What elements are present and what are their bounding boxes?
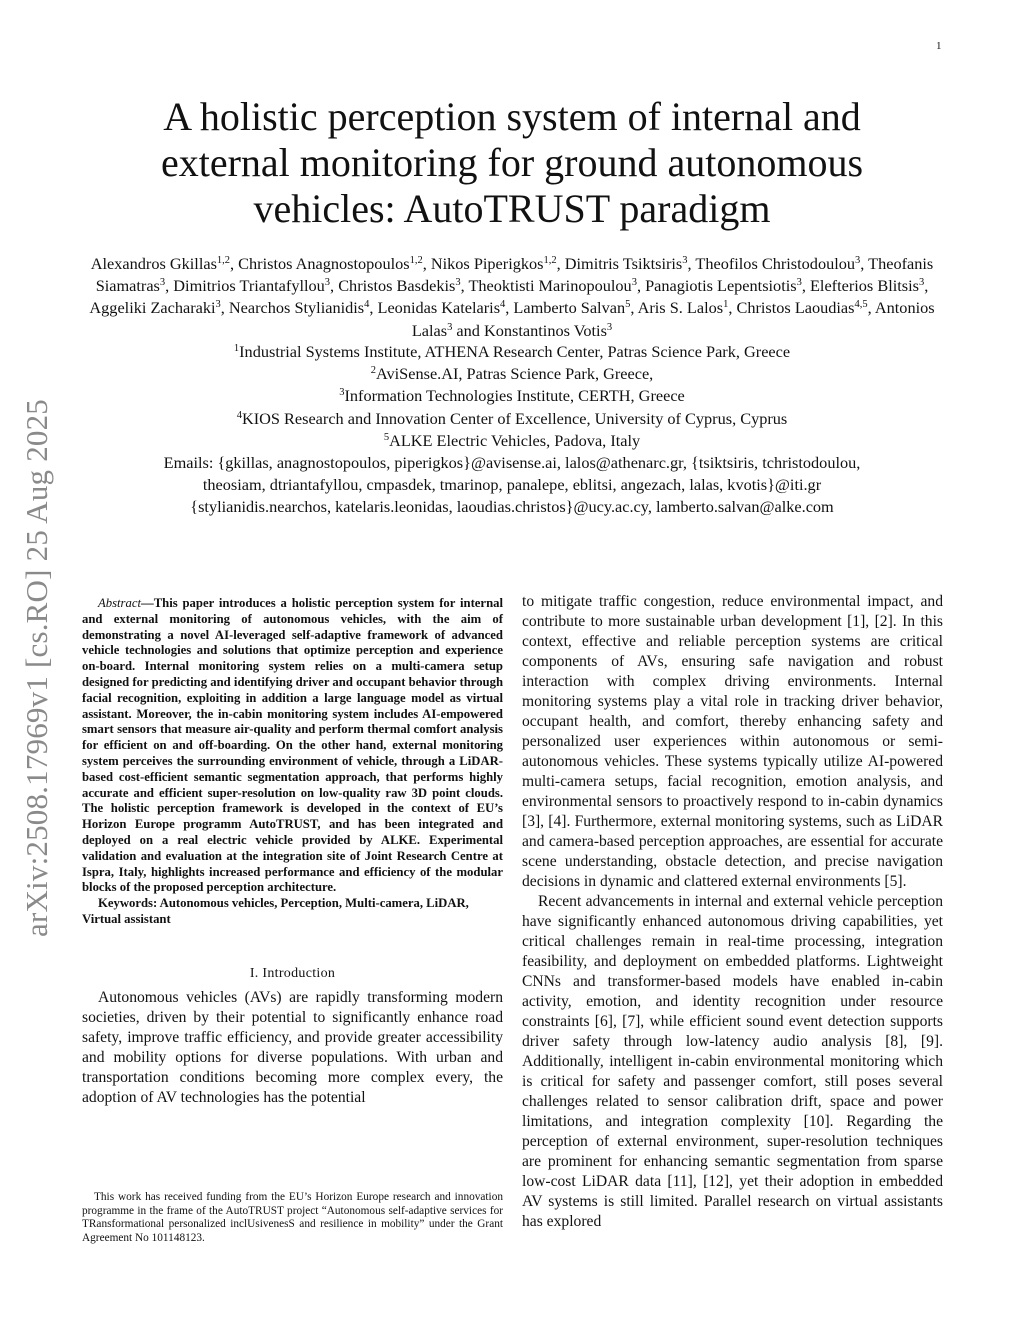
author-affiliation-mark: 3 — [918, 277, 925, 289]
author: Christos Basdekis$^3$ — [338, 276, 461, 296]
author: Panagiotis Lepentsiotis$^3$ — [645, 276, 802, 296]
affiliations — [70, 341, 954, 519]
paper-title: A holistic perception system of internal and external monitoring for ground autonomous vehicles: AutoTRUST paradigm — [160, 94, 864, 231]
affiliation-number: 1 — [233, 343, 240, 354]
affiliation-text: Information Technologies Institute, CERTH, Greece — [344, 386, 685, 406]
author: Nikos Piperigkos$^{1,2}$ — [430, 254, 557, 273]
right-column — [522, 592, 943, 1232]
author-affiliation-mark: 3 — [796, 277, 802, 289]
author: Theoktisti Marinopoulou$^3$ — [468, 276, 637, 296]
affiliation-text: Industrial Systems Institute, ATHENA Research Center, Patras Science Park, Greece — [239, 342, 791, 361]
email-line: theosiam, dtriantafyllou, cmpasdek, tmarinop, panalepe, eblitsi, angezach, lalas, kvotis}@iti.gr — [202, 475, 822, 495]
keywords: Keywords: Autonomous vehicles, Perception, Multi-camera, LiDAR, Virtual assistant — [82, 896, 469, 926]
section-heading: I. Introduction — [249, 965, 336, 981]
body-paragraph: Recent advancements in internal and external vehicle perception have significantly enhanced autonomous driving capabilities, yet critical challenges remain in real-time processing, integration feasibility, and deployment on embedded platforms. Lightweight CNNs and transformer-based models have enabled in-cabin activity, emotion, and identity recognition under resource constraints [6], [7], while efficient sound event detection supports driver safety through low-latency audio analysis [8], [9]. Additionally, intelligent in-cabin environmental monitoring which is critical for safety and passenger comfort, still poses several challenges related to sensor calibration drift, space and power limitations, and integration complexity [10]. Regarding the perception of external environment, super-resolution techniques are prominent for enhancing semantic segmentation from sparse low-cost LiDAR data [11], [12], yet their adoption in embedded AV systems is still limited. Parallel research on virtual assistants has explored — [522, 893, 943, 1230]
author-affiliation-mark: 5 — [625, 299, 631, 311]
author-affiliation-mark: 3 — [682, 255, 688, 266]
author-affiliation-mark: 1 — [723, 299, 729, 311]
author-affiliation-mark: 3 — [631, 277, 637, 289]
affiliation-number: 5 — [383, 431, 390, 443]
author-affiliation-mark: 1,2 — [216, 255, 231, 266]
affiliation-number: 4 — [236, 409, 242, 421]
author-affiliation-mark: 3 — [324, 277, 331, 289]
author: Lamberto Salvan$^5$ — [513, 298, 631, 318]
author-affiliation-mark: 4 — [364, 299, 370, 311]
page-number: 1 — [936, 40, 942, 52]
author: Alexandros Gkillas$^{1,2}$ — [90, 254, 231, 273]
affiliation-text: AviSense.AI, Patras Science Park, Greece, — [375, 364, 654, 384]
abstract-text: —This paper introduces a holistic perception system for internal and external monitoring of autonomous vehicles, with the aim of demonstrating a novel AI-leveraged self-adaptive framework of advanced vehicle technologies and solutions that optimize perception and experience on-board. Internal monitoring system relies on a multi-camera setup designed for predicting and identifying driver and occupant behavior through facial recognition, exploiting in addition a large language model as virtual assistant. Moreover, the in-cabin monitoring system includes AI-empowered smart sensors that measure air-quality and perform thermal comfort analysis for efficient on and off-boarding. On the other hand, external monitoring system perceives the surrounding environment of vehicle, through a LiDAR-based cost-efficient semantic segmentation approach, that performs highly accurate and efficient super-resolution on low-quality raw 3D point clouds. The holistic perception framework is developed in the context of EU’s Horizon Europe programm AutoTRUST, and has been integrated and deployed on a real electric vehicle provided by ALKE. Experimental validation and evaluation at the integration site of Joint Research Centre at Ispra, Italy, highlights increased performance and efficiency of the modular blocks of the proposed perception architecture. — [82, 596, 503, 895]
author: Dimitrios Triantafyllou$^3$ — [173, 276, 331, 296]
author-affiliation-mark: 3 — [855, 255, 861, 266]
affiliation-number: 2 — [370, 365, 376, 377]
funding-footnote: This work has received funding from the EU’s Horizon Europe research and innovation programme in the frame of the AutoTRUST project “Autonomous self-adaptive services for TRansformational personalized inclUsivenesS and resilience in mobility” under the Grant Agreement No 101148123. — [82, 1191, 503, 1244]
author-list: Alexandros Gkillas$^{1,2}$, Christos Anagnostopoulos$^{1,2}$, Nikos Piperigkos$^{1,2}$, Dimitris Tsiktsiris$^3$, Theofilos Christodoulou$^3$, Theofanis Siamatras$^3$, Dimitrios Triantafyllou$^3$, Christos Basdekis$^3$, Theoktisti Marinopoulou$^3$, Panagiotis Lepentsiotis$^3$, Elefterios Blitsis$^3$, Aggeliki Zacharaki$^3$, Nearchos Stylianidis$^4$, Leonidas Katelaris$^4$, Lamberto Salvan$^5$, Aris S. Lalos$^1$, Christos Laoudias$^{4,5}$, Antonios Lalas$^3$ and Konstantinos Votis$^3$ — [89, 254, 935, 340]
author: Leonidas Katelaris$^4$ — [377, 298, 506, 318]
email-line: {stylianidis.nearchos, katelaris.leonidas, laoudias.christos}@ucy.ac.cy, lamberto.salvan@alke.com — [190, 497, 834, 517]
arxiv-identifier: arXiv:2508.17969v1 [cs.RO] 25 Aug 2025 — [19, 399, 54, 938]
author-affiliation-mark: 3 — [455, 277, 461, 289]
author: Nearchos Stylianidis$^4$ — [228, 298, 370, 318]
author: Aris S. Lalos$^1$ — [637, 298, 729, 318]
affiliation — [70, 408, 954, 430]
affiliation-number: 3 — [339, 387, 345, 399]
author: Dimitris Tsiktsiris$^3$ — [564, 254, 688, 273]
author-affiliation-mark: 4,5 — [854, 299, 868, 311]
author: Konstantinos Votis$^3$ — [484, 320, 613, 340]
author: Christos Laoudias$^{4,5}$ — [736, 298, 868, 318]
author-affiliation-mark: 1,2 — [543, 255, 557, 266]
affiliation — [70, 430, 954, 452]
affiliation-text: KIOS Research and Innovation Center of Excellence, University of Cyprus, Cyprus — [241, 408, 788, 428]
affiliation-text: ALKE Electric Vehicles, Padova, Italy — [389, 430, 641, 450]
affiliation — [70, 385, 954, 407]
affiliation — [70, 363, 954, 385]
author-affiliation-mark: 3 — [606, 321, 613, 333]
author-affiliation-mark: 3 — [159, 277, 166, 289]
intro-paragraph: Autonomous vehicles (AVs) are rapidly transforming modern societies, driven by their potential to significantly enhance road safety, improve traffic efficiency, and provide greater accessibility and mobility options for diverse populations. With urban and transportation conditions becoming more complex every, the adoption of AV technologies has the potential — [82, 988, 503, 1106]
body-paragraph: to mitigate traffic congestion, reduce environmental impact, and contribute to more sustainable urban development [1], [2]. In this context, effective and reliable perception systems are critical components of AVs, ensuring safe navigation and robust interaction with complex driving environments. Internal monitoring systems play a vital role in tracking driver behavior, occupant health, and comfort, thereby enhancing safety and personalized user experiences within autonomous or semi-autonomous vehicles. These systems typically utilize AI-powered multi-camera setups, facial recognition, emotion analysis, and environmental sensors to proactively respond to in-cabin dynamics [3], [4]. Furthermore, external monitoring systems, such as LiDAR and camera-based perception approaches, are essential for accurate scene understanding, obstacle detection, and precise navigation decisions in dynamic and clattered external environments [5]. — [522, 593, 943, 890]
affiliation — [70, 341, 954, 363]
author-affiliation-mark: 1,2 — [409, 255, 423, 266]
author: Aggeliki Zacharaki$^3$ — [89, 298, 221, 318]
abstract — [82, 596, 503, 896]
author: Antonios Lalas$^3$ — [411, 298, 935, 340]
author: Christos Anagnostopoulos$^{1,2}$ — [238, 254, 423, 273]
abstract-label: Abstract — [98, 596, 141, 610]
author: Theofilos Christodoulou$^3$ — [695, 254, 861, 273]
author-affiliation-mark: 3 — [215, 299, 221, 311]
author: Elefterios Blitsis$^3$ — [809, 276, 925, 296]
left-column — [82, 596, 503, 1108]
author-affiliation-mark: 4 — [500, 299, 506, 311]
author: Theofanis Siamatras$^3$ — [95, 254, 934, 296]
email-line: Emails: {gkillas, anagnostopoulos, piperigkos}@avisense.ai, lalos@athenarc.gr, {tsiktsiris, tchristodoulou, — [163, 453, 861, 473]
emails — [70, 452, 954, 519]
author-affiliation-mark: 3 — [447, 321, 453, 333]
